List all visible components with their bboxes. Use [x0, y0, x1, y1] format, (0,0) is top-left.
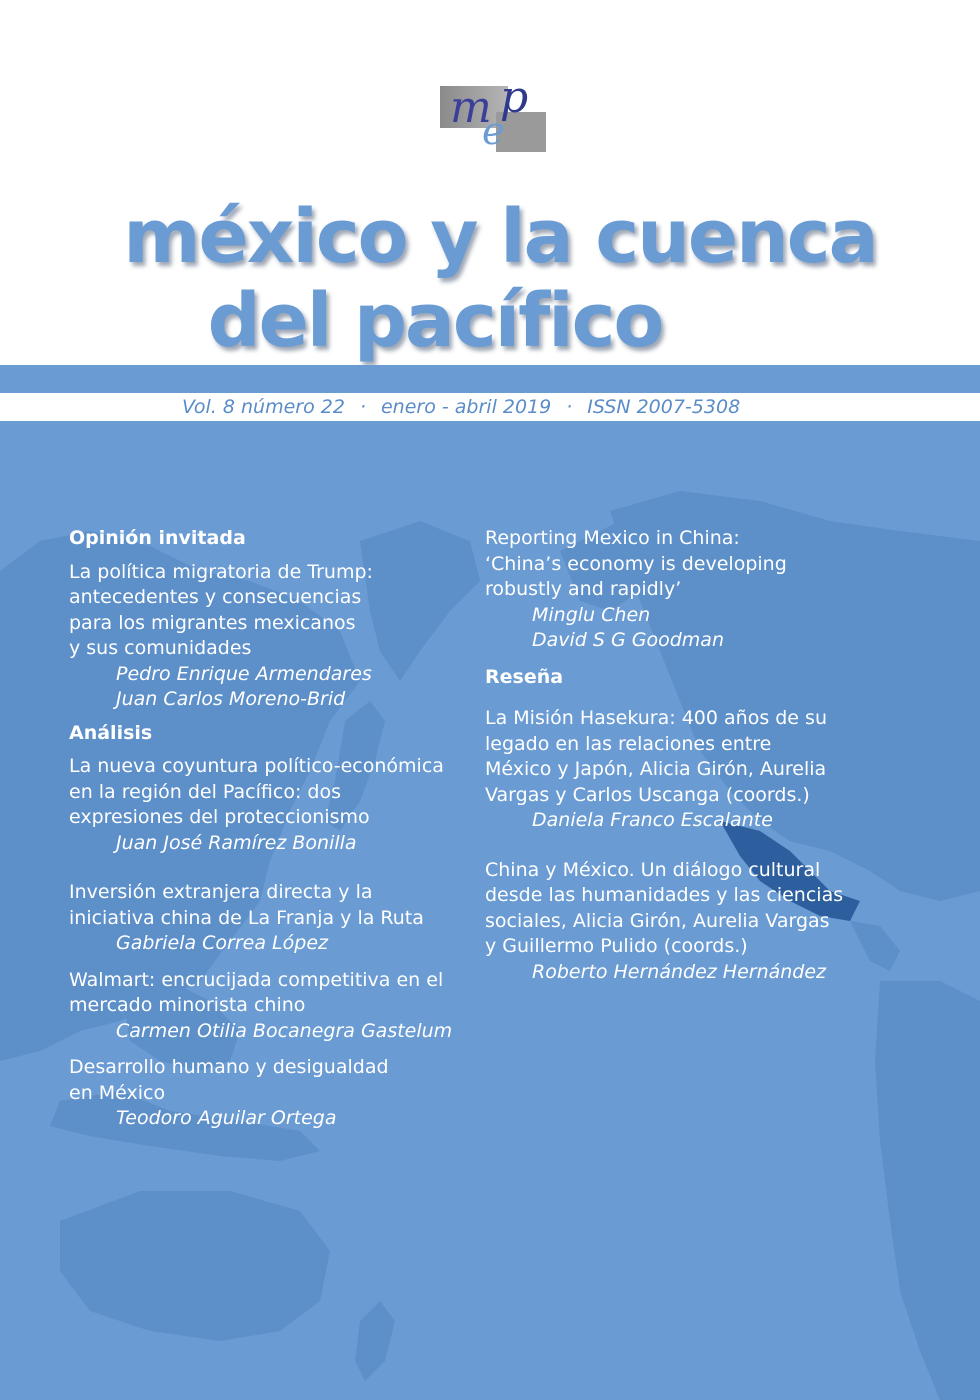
- separator: ·: [359, 396, 366, 418]
- right-column: [485, 526, 885, 985]
- article-item: [69, 754, 469, 856]
- band-stripe: [0, 365, 980, 393]
- article-authors: Juan José Ramírez Bonilla: [116, 831, 357, 854]
- map-south-america: [875, 981, 980, 1400]
- title-line-2: del pacífico: [207, 278, 663, 364]
- article-authors: Gabriela Correa López: [116, 932, 328, 954]
- article-item: [69, 1055, 469, 1132]
- article-title: China y México. Un diálogo cultural desde las humanidades y las ciencias sociales, Alicia Girón, Aurelia Vargas y Guillermo Pulido (coords.): [485, 858, 844, 957]
- article-item: [485, 706, 885, 834]
- article-title: La política migratoria de Trump: antecedentes y consecuencias para los migrantes mexicanos y sus comunidades: [69, 560, 373, 659]
- article-item: [69, 880, 469, 957]
- section-heading-review: Reseña: [485, 665, 564, 688]
- article-item: [69, 968, 469, 1045]
- title-line-1: méxico y la cuenca: [123, 194, 877, 280]
- svg-text:m: m: [450, 82, 492, 133]
- svg-text:e: e: [482, 109, 505, 153]
- article-item: [485, 526, 885, 654]
- article-authors: Minglu Chen David S G Goodman: [532, 603, 724, 651]
- issue-period: enero - abril 2019: [380, 396, 552, 418]
- article-title: La Misión Hasekura: 400 años de su legado en las relaciones entre México y Japón, Alicia Girón, Aurelia Vargas y Carlos Uscanga (coords.): [485, 707, 827, 806]
- journal-title: [0, 195, 980, 363]
- issue-issn: ISSN 2007-5308: [587, 396, 741, 418]
- article-authors: Daniela Franco Escalante: [532, 809, 773, 831]
- article-item: [69, 560, 469, 713]
- article-item: [485, 858, 885, 986]
- article-authors: Roberto Hernández Hernández: [532, 960, 827, 983]
- separator: ·: [566, 396, 573, 418]
- map-australia: [60, 1191, 330, 1341]
- left-column: [69, 526, 469, 1132]
- issue-band: [0, 393, 980, 421]
- cover-header: [0, 0, 980, 365]
- article-authors: Carmen Otilia Bocanegra Gastelum: [116, 1019, 453, 1042]
- article-title: La nueva coyuntura político-económica en la región del Pacífico: dos expresiones del proteccionismo: [69, 755, 444, 828]
- article-title: Walmart: encrucijada competitiva en el mercado minorista chino: [69, 968, 444, 1016]
- journal-logo: [438, 82, 548, 154]
- article-title: Reporting Mexico in China: ‘China’s economy is developing robustly and rapidly’: [485, 527, 787, 600]
- article-authors: Teodoro Aguilar Ortega: [116, 1107, 337, 1129]
- article-title: Inversión extranjera directa y la iniciativa china de La Franja y la Ruta: [69, 881, 424, 929]
- issue-volume: Vol. 8 número 22: [182, 396, 345, 418]
- map-new-zealand: [355, 1301, 395, 1381]
- section-heading-opinion: Opinión invitada: [69, 527, 246, 549]
- svg-text:p: p: [500, 82, 529, 123]
- article-title: Desarrollo humano y desigualdad en México: [69, 1056, 389, 1104]
- section-heading-analysis: Análisis: [69, 721, 153, 744]
- article-authors: Pedro Enrique Armendares Juan Carlos Moreno-Brid: [116, 662, 372, 710]
